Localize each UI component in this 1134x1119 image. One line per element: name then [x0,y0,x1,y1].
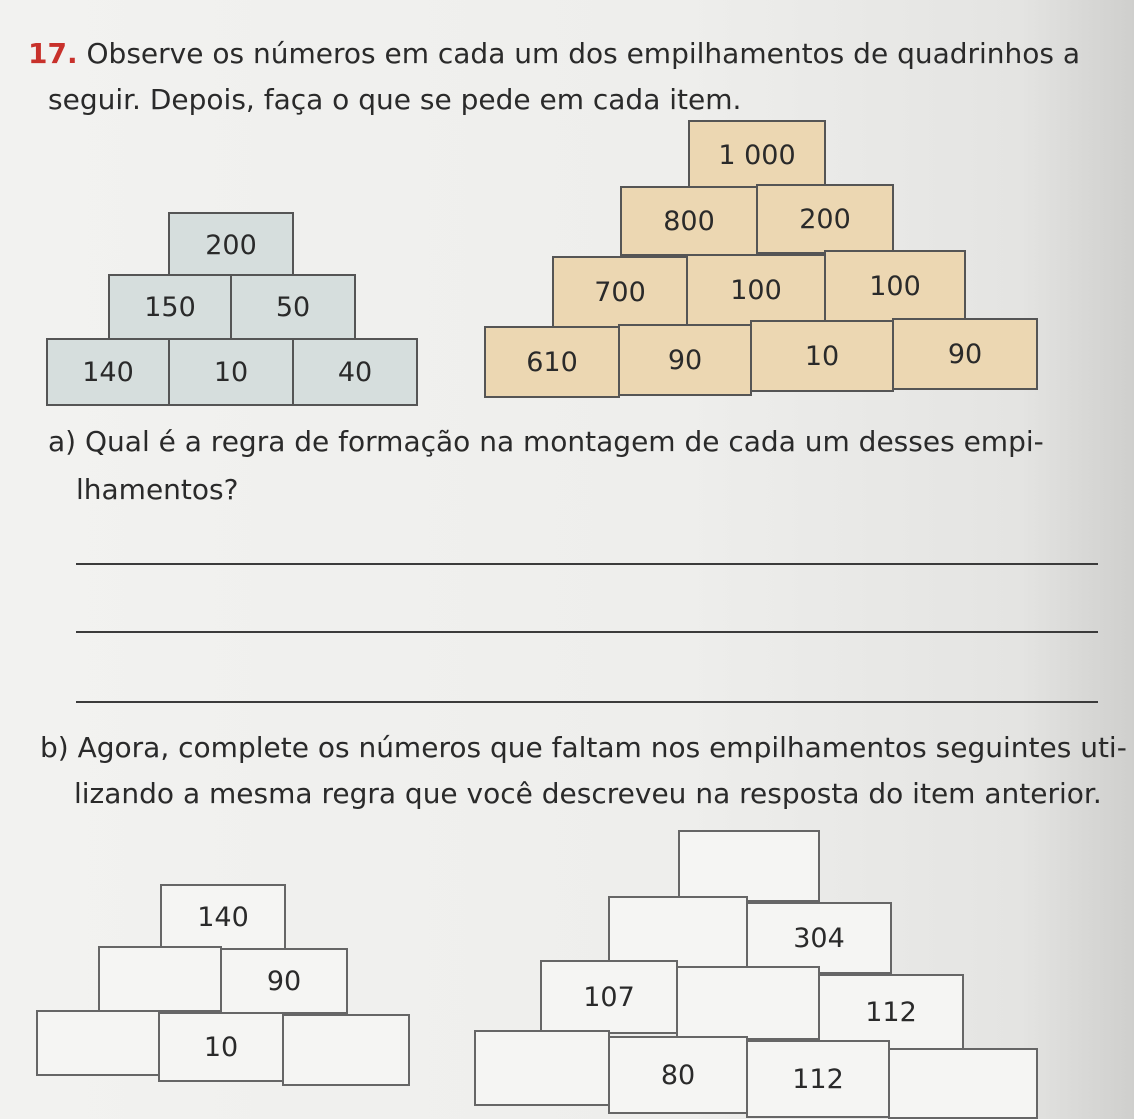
stack3-cell[interactable] [282,1014,410,1086]
stack3-cell[interactable]: 10 [158,1012,284,1082]
item-a-line-2: lhamentos? [76,473,239,506]
stack3-cell[interactable]: 140 [160,884,286,950]
stack2-cell: 90 [618,324,752,396]
stack2-cell: 610 [484,326,620,398]
stack3-cell[interactable] [98,946,222,1012]
stack1-cell: 150 [108,274,232,340]
item-a-text-1: Qual é a regra de formação na montagem de cada um desses empi- [85,425,1044,458]
item-a-line-1 [48,424,1044,460]
stack4-cell[interactable] [676,966,820,1040]
stack4-cell[interactable] [888,1048,1038,1119]
stack1-cell: 10 [168,338,294,406]
question-line-1 [28,36,1080,72]
stack3-cell[interactable] [36,1010,160,1076]
stack2-cell: 90 [892,318,1038,390]
stack1-cell: 40 [292,338,418,406]
item-b-line-2: lizando a mesma regra que você descreveu na resposta do item anterior. [74,777,1102,810]
stack4-cell[interactable]: 112 [818,974,964,1050]
stack4-cell[interactable] [474,1030,610,1106]
question-text-1: Observe os números em cada um dos empilhamentos de quadrinhos a [86,37,1081,70]
stack1-cell: 50 [230,274,356,340]
item-b-label: b) [40,731,69,764]
item-b-line-1 [40,730,1127,766]
stack3-cell[interactable]: 90 [220,948,348,1014]
stack4-cell[interactable]: 80 [608,1036,748,1114]
item-a-label: a) [48,425,77,458]
answer-line[interactable] [76,631,1098,633]
stack2-cell: 10 [750,320,894,392]
stack2-cell: 200 [756,184,894,254]
stack2-cell: 100 [824,250,966,322]
stack4-cell[interactable]: 112 [746,1040,890,1118]
stack1-cell: 140 [46,338,170,406]
stack4-cell[interactable]: 107 [540,960,678,1034]
stack4-cell[interactable] [678,830,820,902]
question-number: 17. [28,37,78,70]
stack2-cell: 700 [552,256,688,328]
stack4-cell[interactable]: 304 [746,902,892,974]
stack2-cell: 1 000 [688,120,826,190]
question-line-2: seguir. Depois, faça o que se pede em cada item. [48,83,742,116]
stack1-cell: 200 [168,212,294,278]
stack2-cell: 100 [686,254,826,326]
stack2-cell: 800 [620,186,758,256]
answer-line[interactable] [76,563,1098,565]
item-b-text-1: Agora, complete os números que faltam nos empilhamentos seguintes uti- [77,731,1127,764]
stack4-cell[interactable] [608,896,748,968]
answer-line[interactable] [76,701,1098,703]
